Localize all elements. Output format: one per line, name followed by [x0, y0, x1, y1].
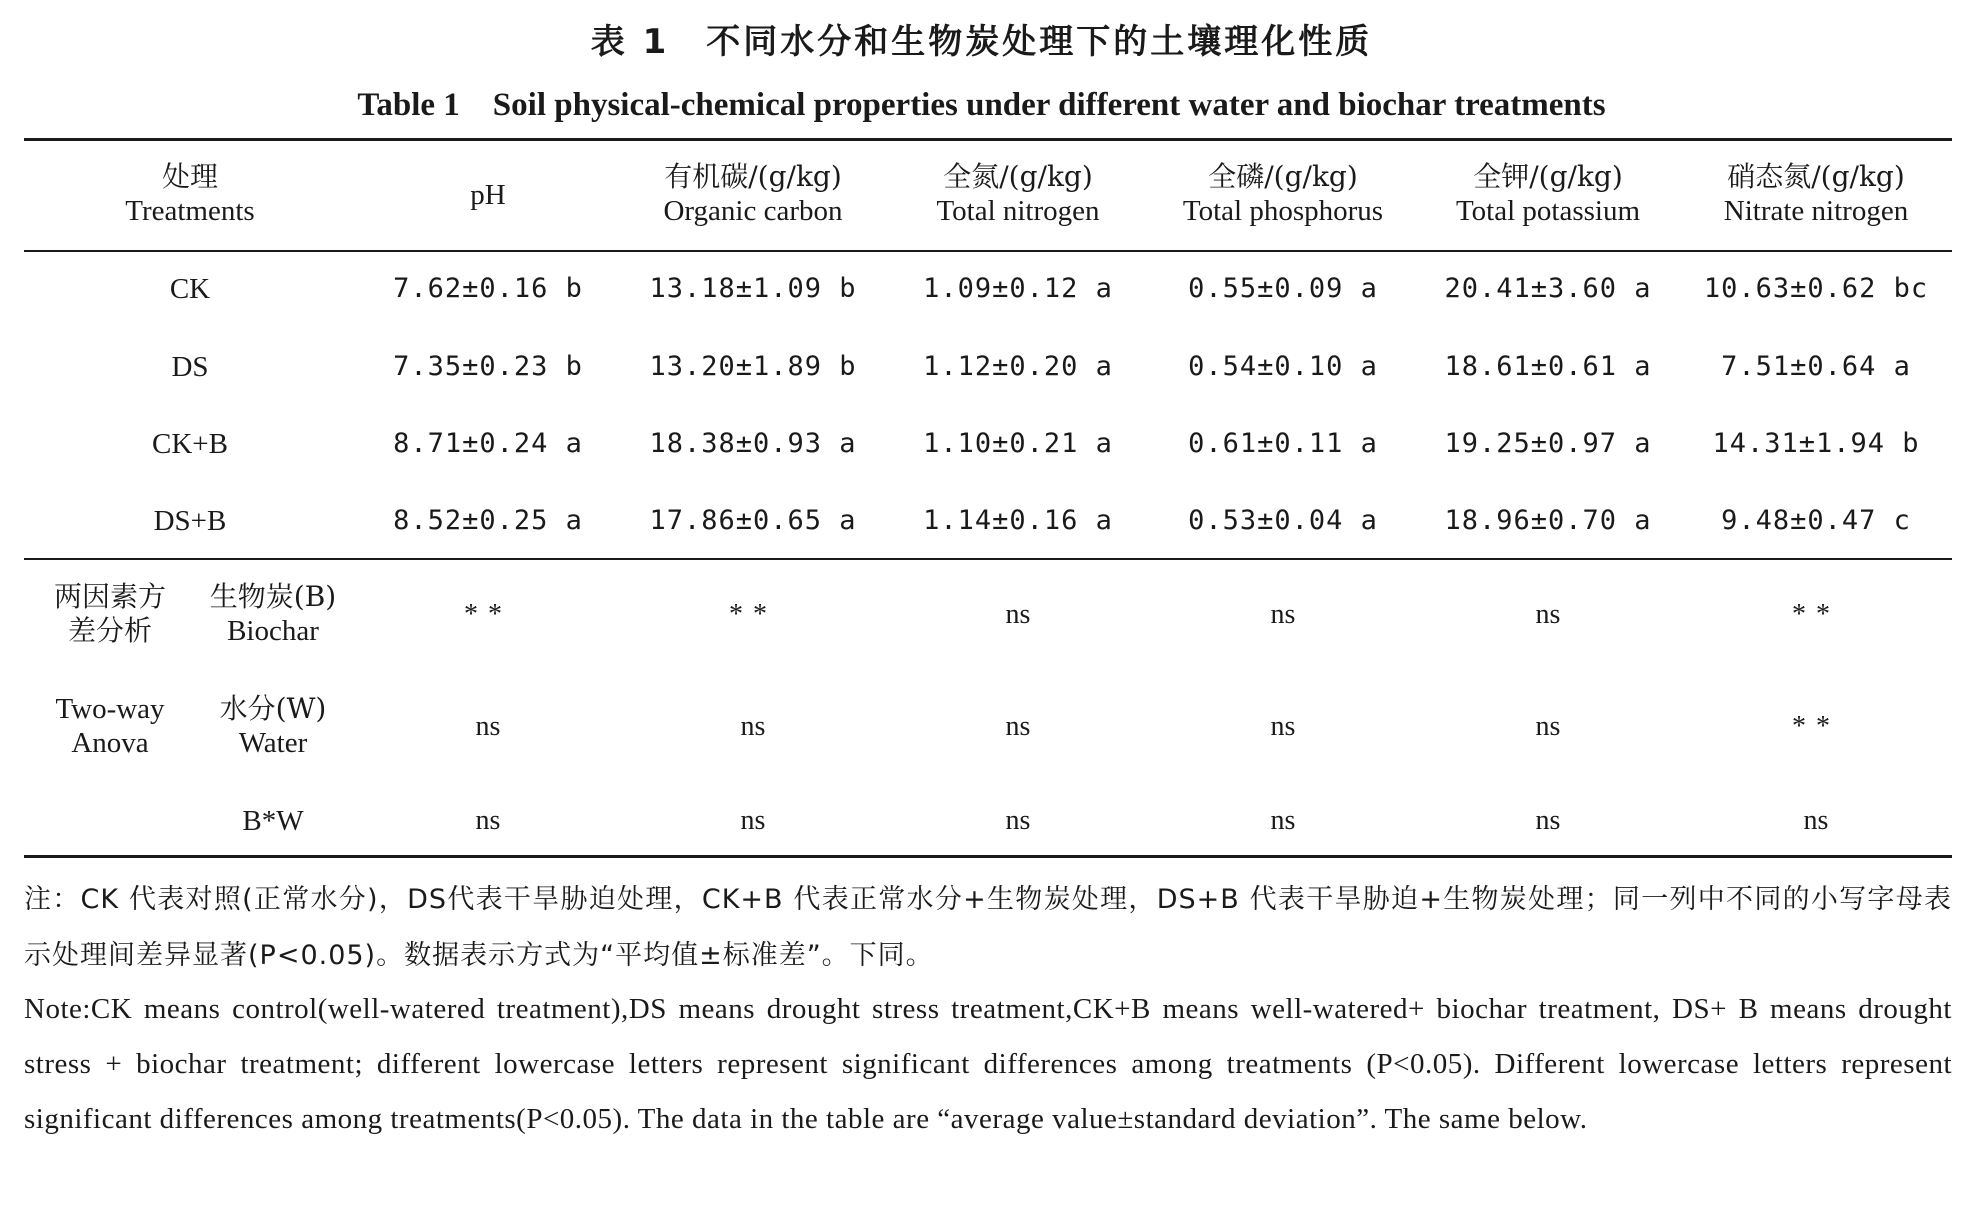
- anova-label-en-line1: Two-way: [55, 693, 165, 725]
- header-nitrate-nitrogen-en: Nitrate nitrogen: [1723, 195, 1909, 227]
- cell-ck-organic-carbon: 13.18±1.09 b: [649, 273, 857, 304]
- table-bottom-rule: [24, 855, 1952, 858]
- cell-ck-total-potassium: 20.41±3.60 a: [1444, 273, 1652, 304]
- cell-ck-ph: 7.62±0.16 b: [393, 273, 583, 304]
- cell-ds-nitrate-nitrogen: 7.51±0.64 a: [1721, 351, 1911, 382]
- header-total-nitrogen-cn: 全氮/(g/kg): [943, 160, 1093, 193]
- anova-interaction-organic-carbon: ns: [740, 805, 766, 836]
- anova-interaction-nitrate-nitrogen: ns: [1803, 805, 1829, 836]
- cell-ds-ph: 7.35±0.23 b: [393, 351, 583, 382]
- header-total-nitrogen-en: Total nitrogen: [936, 195, 1100, 227]
- data-bottom-rule: [24, 558, 1952, 560]
- row-treatment-ck: CK: [169, 273, 211, 305]
- factor-water-cn: 水分(W): [219, 692, 327, 725]
- cell-ck-total-phosphorus: 0.55±0.09 a: [1188, 273, 1378, 304]
- header-treatments-en: Treatments: [125, 195, 255, 227]
- anova-water-nitrate-nitrogen: **: [1792, 711, 1840, 742]
- anova-interaction-total-phosphorus: ns: [1270, 805, 1296, 836]
- cell-ckb-ph: 8.71±0.24 a: [393, 428, 583, 459]
- table-top-rule: [24, 138, 1952, 141]
- anova-biochar-organic-carbon: **: [729, 599, 777, 630]
- cell-dsb-nitrate-nitrogen: 9.48±0.47 c: [1721, 505, 1911, 536]
- anova-biochar-total-phosphorus: ns: [1270, 599, 1296, 630]
- row-treatment-ds-b: DS+B: [153, 505, 227, 537]
- header-organic-carbon-en: Organic carbon: [663, 195, 843, 227]
- anova-label-en-line2: Anova: [71, 727, 149, 759]
- factor-water-en: Water: [238, 727, 308, 759]
- anova-water-total-nitrogen: ns: [1005, 711, 1031, 742]
- anova-interaction-ph: ns: [475, 805, 501, 836]
- cell-dsb-ph: 8.52±0.25 a: [393, 505, 583, 536]
- cell-ckb-nitrate-nitrogen: 14.31±1.94 b: [1712, 428, 1920, 459]
- row-treatment-ck-b: CK+B: [152, 428, 228, 460]
- table-title-english: Table 1 Soil physical-chemical properties under different water and biochar treatments: [357, 87, 1606, 123]
- cell-ckb-total-nitrogen: 1.10±0.21 a: [923, 428, 1113, 459]
- table-note-english: Note:CK means control(well-watered treatment),DS means drought stress treatment,CK+B means well-watered+ biochar treatment, DS+ B means drought stress + biochar treatment; different lowercase letters represent significant differences among treatments (P<0.05). Different lowercase letters represent significant differences among treatments(P<0.05). The data in the table are “average value±standard deviation”. The same below.: [24, 993, 1952, 1135]
- anova-water-organic-carbon: ns: [740, 711, 766, 742]
- factor-biochar-en: Biochar: [227, 615, 319, 647]
- anova-biochar-nitrate-nitrogen: **: [1792, 599, 1840, 630]
- cell-ck-nitrate-nitrogen: 10.63±0.62 bc: [1703, 273, 1929, 304]
- table-title-chinese: 表 1 不同水分和生物炭处理下的土壤理化性质: [590, 22, 1373, 62]
- anova-water-total-potassium: ns: [1535, 711, 1561, 742]
- anova-label-cn-line1: 两因素方: [53, 580, 166, 613]
- cell-ds-organic-carbon: 13.20±1.89 b: [649, 351, 857, 382]
- header-total-phosphorus-cn: 全磷/(g/kg): [1208, 160, 1358, 193]
- cell-dsb-total-phosphorus: 0.53±0.04 a: [1188, 505, 1378, 536]
- header-ph: pH: [470, 179, 506, 211]
- header-nitrate-nitrogen-cn: 硝态氮/(g/kg): [1727, 160, 1905, 193]
- header-total-potassium-en: Total potassium: [1455, 195, 1641, 227]
- anova-biochar-total-potassium: ns: [1535, 599, 1561, 630]
- header-organic-carbon-cn: 有机碳/(g/kg): [664, 160, 842, 193]
- anova-water-ph: ns: [475, 711, 501, 742]
- cell-ckb-organic-carbon: 18.38±0.93 a: [649, 428, 857, 459]
- anova-biochar-ph: **: [464, 599, 512, 630]
- cell-ckb-total-phosphorus: 0.61±0.11 a: [1188, 428, 1378, 459]
- cell-ds-total-nitrogen: 1.12±0.20 a: [923, 351, 1113, 382]
- cell-ck-total-nitrogen: 1.09±0.12 a: [923, 273, 1113, 304]
- header-total-potassium-cn: 全钾/(g/kg): [1473, 160, 1623, 193]
- anova-interaction-total-nitrogen: ns: [1005, 805, 1031, 836]
- cell-ckb-total-potassium: 19.25±0.97 a: [1444, 428, 1652, 459]
- cell-dsb-total-potassium: 18.96±0.70 a: [1444, 505, 1652, 536]
- anova-interaction-total-potassium: ns: [1535, 805, 1561, 836]
- table-note-chinese: 注：CK 代表对照(正常水分)，DS代表干旱胁迫处理，CK+B 代表正常水分+生物炭处理，DS+B 代表干旱胁迫+生物炭处理；同一列中不同的小写字母表示处理间差异显著(P<0.05)。数据表示方式为“平均值±标准差”。下同。: [24, 884, 1952, 971]
- anova-label-cn-line2: 差分析: [67, 614, 152, 647]
- row-treatment-ds: DS: [171, 351, 209, 383]
- cell-dsb-total-nitrogen: 1.14±0.16 a: [923, 505, 1113, 536]
- anova-water-total-phosphorus: ns: [1270, 711, 1296, 742]
- cell-ds-total-phosphorus: 0.54±0.10 a: [1188, 351, 1378, 382]
- header-total-phosphorus-en: Total phosphorus: [1182, 195, 1384, 227]
- cell-ds-total-potassium: 18.61±0.61 a: [1444, 351, 1652, 382]
- factor-interaction: B*W: [242, 805, 304, 837]
- header-treatments-cn: 处理: [161, 160, 218, 193]
- factor-biochar-cn: 生物炭(B): [209, 580, 337, 613]
- anova-biochar-total-nitrogen: ns: [1005, 599, 1031, 630]
- cell-dsb-organic-carbon: 17.86±0.65 a: [649, 505, 857, 536]
- header-bottom-rule: [24, 250, 1952, 252]
